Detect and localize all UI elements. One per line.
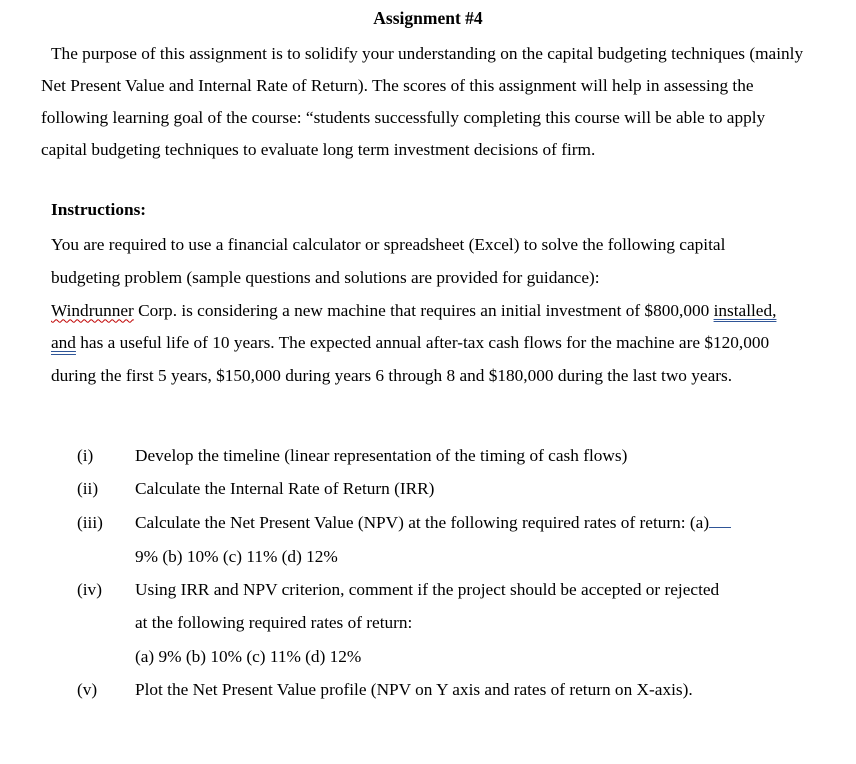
problem-text-c: has a useful life of 10 years. The expected annual after-tax cash flows for the machine are $120,000 during the first 5 years, $150,000 during years 6 through 8 and $180,000 during the last two years. [51,333,770,386]
task-text-line: Calculate the Net Present Value (NPV) at the following required rates of return: (a) [135,513,710,532]
task-text: Develop the timeline (linear representation of the timing of cash flows) [135,446,628,465]
task-number: (iii) [77,513,103,532]
task-number: (i) [77,446,94,465]
task-text-continued: at the following required rates of return: [135,613,413,632]
problem-text-b: Corp. is considering a new machine that requires an initial investment of $800,000 [133,300,714,320]
problem-intro-text: You are required to use a financial calculator or spreadsheet (Excel) to solve the following capital budgeting problem (sample questions and solutions are provided for guidance): [51,235,726,287]
task-number: (v) [77,680,98,699]
intro-text: The purpose of this assignment is to solidify your understanding on the capital budgeting techniques (mainly Net Present Value and Internal Rate of Return). The scores of this assignment will help in assessing the following learning goal of the course: “students successfully completing this course will be able to apply capital budgeting techniques to evaluate long term investment decisions of firm. [41,44,804,159]
installed-text: installed, and [51,300,777,353]
assignment-title: Assignment #4 [373,8,483,28]
task-number: (iv) [77,580,102,599]
task-text [135,512,731,534]
company-name: Windrunner [51,300,134,320]
intro-paragraph [41,38,811,166]
instructions-heading: Instructions: [51,200,147,219]
task-number: (ii) [77,479,99,498]
task-text: Using IRR and NPV criterion, comment if the project should be accepted or rejected [135,580,720,599]
task-text: Calculate the Internal Rate of Return (IRR) [135,479,435,498]
underline-mark [709,513,731,528]
problem-paragraph [51,229,791,393]
task-text: Plot the Net Present Value profile (NPV on Y axis and rates of return on X-axis). [135,680,693,699]
task-text-continued: (a) 9% (b) 10% (c) 11% (d) 12% [135,647,362,666]
task-text-continued: 9% (b) 10% (c) 11% (d) 12% [135,547,338,566]
